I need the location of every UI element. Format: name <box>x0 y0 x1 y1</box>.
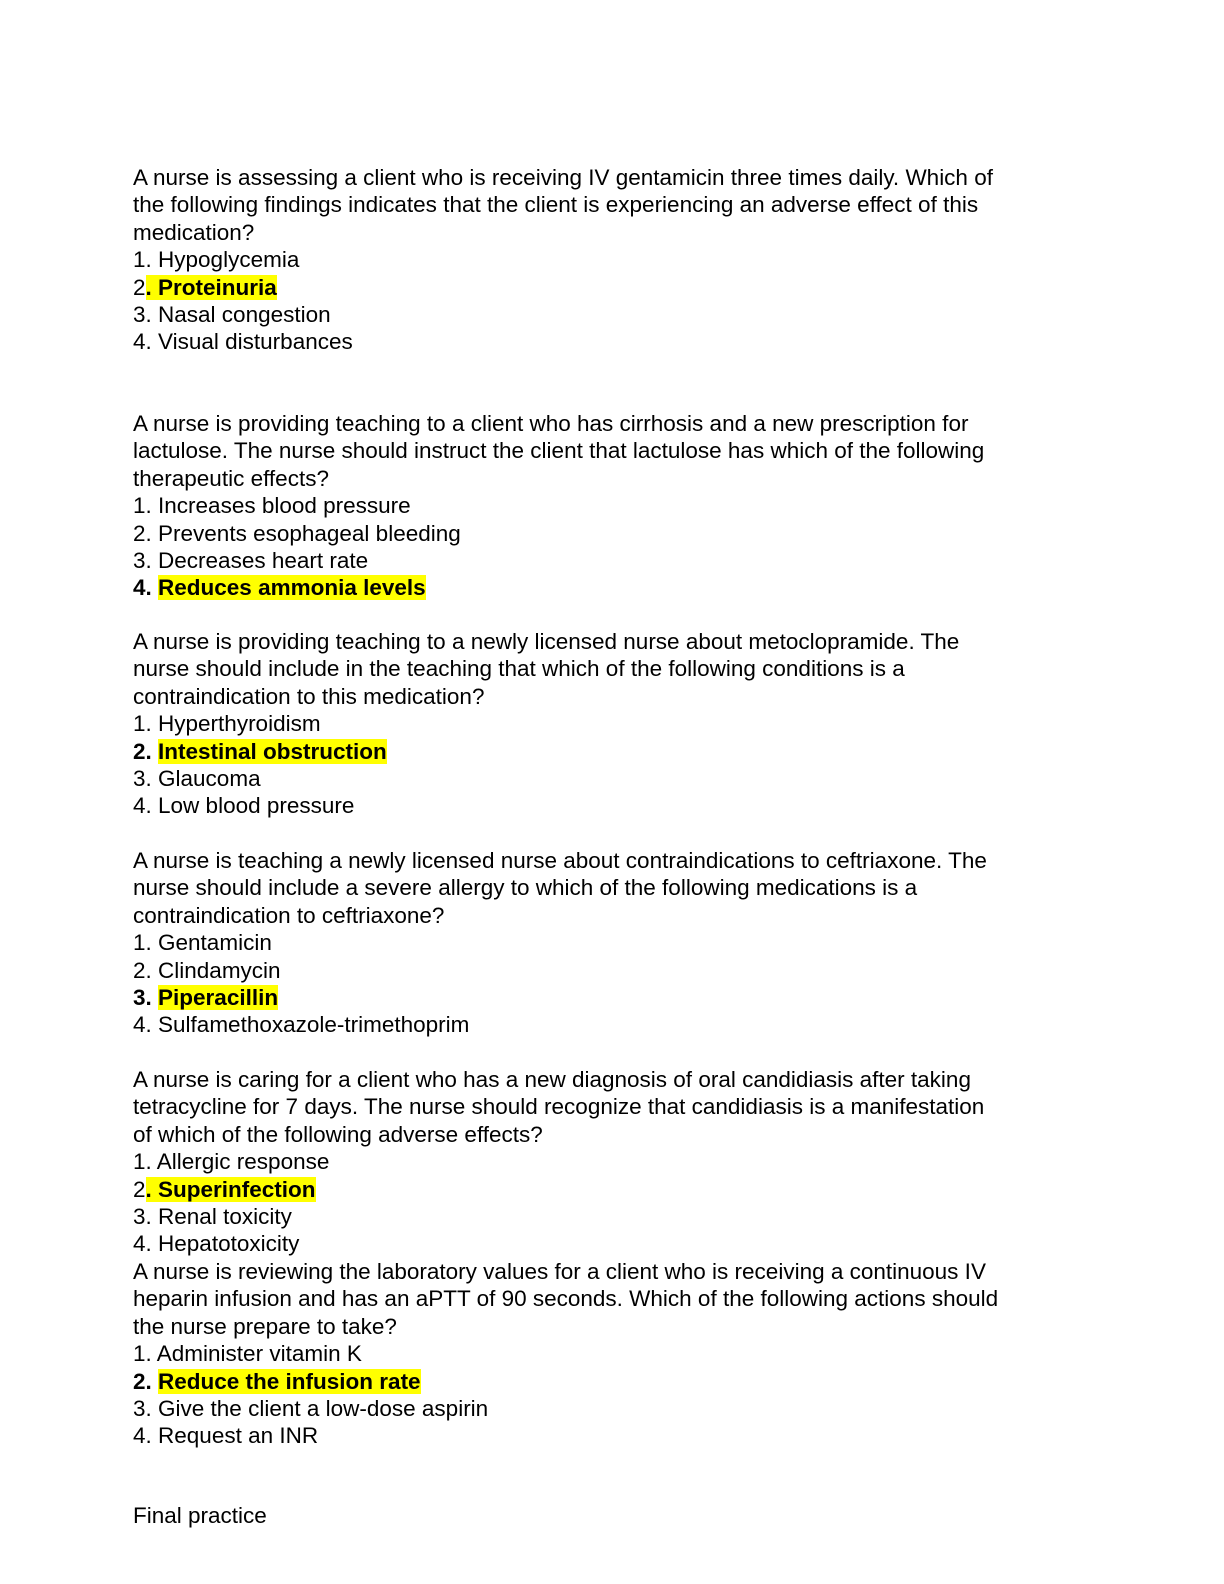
option-number: 1. <box>133 711 159 737</box>
question-6 <box>133 1258 1073 1450</box>
option-text-highlighted: Piperacillin <box>158 985 279 1011</box>
option-text: Hepatotoxicity <box>158 1231 300 1257</box>
option-number: 2. <box>133 520 159 546</box>
option-number: 4. <box>133 329 159 355</box>
question-stem-line: A nurse is assessing a client who is receiving IV gentamicin three times daily. Which of <box>133 165 993 190</box>
option-number: 2 <box>133 1176 146 1202</box>
option-text-highlighted: Reduces ammonia levels <box>158 575 426 601</box>
answer-option <box>133 765 1073 792</box>
answer-option <box>133 1422 1073 1449</box>
question-stem-line: tetracycline for 7 days. The nurse should recognize that candidiasis is a manifestation <box>133 1094 985 1120</box>
option-text: Increases blood pressure <box>158 493 411 519</box>
option-number: 4. <box>133 1231 159 1257</box>
option-text: Give the client a low-dose aspirin <box>158 1396 489 1422</box>
option-number: 1. <box>133 247 159 273</box>
page-footer: Final practice <box>133 1503 267 1528</box>
option-text: Low blood pressure <box>158 793 355 819</box>
option-number: 2. <box>133 738 159 764</box>
option-number: 1. <box>133 1341 157 1367</box>
question-stem-line: heparin infusion and has an aPTT of 90 seconds. Which of the following actions should <box>133 1286 999 1312</box>
option-number: 1. <box>133 493 159 519</box>
option-text: Clindamycin <box>158 957 281 983</box>
answer-option <box>133 1395 1073 1422</box>
option-text-highlighted: . Superinfection <box>145 1176 316 1202</box>
option-number: 4. <box>133 1423 159 1449</box>
answer-option <box>133 710 1073 737</box>
answer-option <box>133 492 1073 519</box>
option-number: 2 <box>133 274 146 300</box>
option-text: Visual disturbances <box>158 329 353 355</box>
option-number: 1. <box>133 930 159 956</box>
option-text: Allergic response <box>156 1149 330 1175</box>
option-text-highlighted: Reduce the infusion rate <box>158 1368 421 1394</box>
question-stem-line: lactulose. The nurse should instruct the client that lactulose has which of the following <box>133 438 985 464</box>
option-text-highlighted: . Proteinuria <box>145 274 277 300</box>
option-number: 3. <box>133 1396 159 1422</box>
question-stem-line: A nurse is providing teaching to a client who has cirrhosis and a new prescription for <box>133 411 969 436</box>
option-number: 4. <box>133 793 159 819</box>
answer-option-correct <box>133 1176 1073 1203</box>
answer-option-correct <box>133 984 1073 1011</box>
answer-option <box>133 301 1073 328</box>
option-text: Hyperthyroidism <box>158 711 321 737</box>
option-text: Sulfamethoxazole-trimethoprim <box>158 1012 470 1038</box>
question-5 <box>133 1066 1073 1258</box>
option-text: Hypoglycemia <box>158 247 300 273</box>
option-text-highlighted: Intestinal obstruction <box>158 738 387 764</box>
option-number: 2. <box>133 1368 159 1394</box>
answer-option <box>133 1340 1073 1367</box>
answer-option <box>133 929 1073 956</box>
answer-option <box>133 792 1073 819</box>
option-number: 2. <box>133 957 159 983</box>
answer-option <box>133 1011 1073 1038</box>
question-stem-line: A nurse is teaching a newly licensed nurse about contraindications to ceftriaxone. The <box>133 848 987 873</box>
answer-option <box>133 1203 1073 1230</box>
question-stem-line: the following findings indicates that the client is experiencing an adverse effect of this <box>133 192 979 218</box>
question-stem-line: medication? <box>133 219 255 245</box>
question-stem-line: A nurse is providing teaching to a newly licensed nurse about metoclopramide. The <box>133 629 960 654</box>
option-number: 1. <box>133 1149 157 1175</box>
question-4 <box>133 847 1073 1039</box>
option-number: 4. <box>133 1012 159 1038</box>
question-stem-line: the nurse prepare to take? <box>133 1313 397 1339</box>
answer-option <box>133 246 1073 273</box>
question-stem-line: nurse should include in the teaching that which of the following conditions is a <box>133 656 905 682</box>
question-stem-line: contraindication to this medication? <box>133 683 485 709</box>
answer-option-correct <box>133 574 1073 601</box>
question-stem-line: A nurse is caring for a client who has a new diagnosis of oral candidiasis after taking <box>133 1067 971 1092</box>
option-text: Decreases heart rate <box>158 548 369 574</box>
option-number: 3. <box>133 1204 159 1230</box>
answer-option-correct <box>133 738 1073 765</box>
answer-option <box>133 1148 1073 1175</box>
option-number: 4. <box>133 575 159 601</box>
question-stem-line: A nurse is reviewing the laboratory values for a client who is receiving a continuous IV <box>133 1259 986 1284</box>
option-number: 3. <box>133 985 159 1011</box>
option-text: Gentamicin <box>158 930 272 956</box>
question-stem-line: contraindication to ceftriaxone? <box>133 902 445 928</box>
question-2 <box>133 410 1073 602</box>
answer-option <box>133 328 1073 355</box>
answer-option-correct <box>133 1368 1073 1395</box>
option-text: Request an INR <box>158 1423 319 1449</box>
option-text: Renal toxicity <box>158 1204 292 1230</box>
option-number: 3. <box>133 766 159 792</box>
option-text: Nasal congestion <box>158 302 331 328</box>
option-text: Prevents esophageal bleeding <box>158 520 461 546</box>
answer-option-correct <box>133 274 1073 301</box>
question-1 <box>133 164 1073 356</box>
question-stem-line: of which of the following adverse effects? <box>133 1121 543 1147</box>
question-stem-line: nurse should include a severe allergy to which of the following medications is a <box>133 875 918 901</box>
option-number: 3. <box>133 302 159 328</box>
option-text: Glaucoma <box>158 766 261 792</box>
answer-option <box>133 520 1073 547</box>
option-number: 3. <box>133 548 159 574</box>
answer-option <box>133 1230 1073 1257</box>
question-3 <box>133 628 1073 820</box>
option-text: Administer vitamin K <box>156 1341 362 1367</box>
answer-option <box>133 547 1073 574</box>
answer-option <box>133 957 1073 984</box>
question-stem-line: therapeutic effects? <box>133 465 329 491</box>
